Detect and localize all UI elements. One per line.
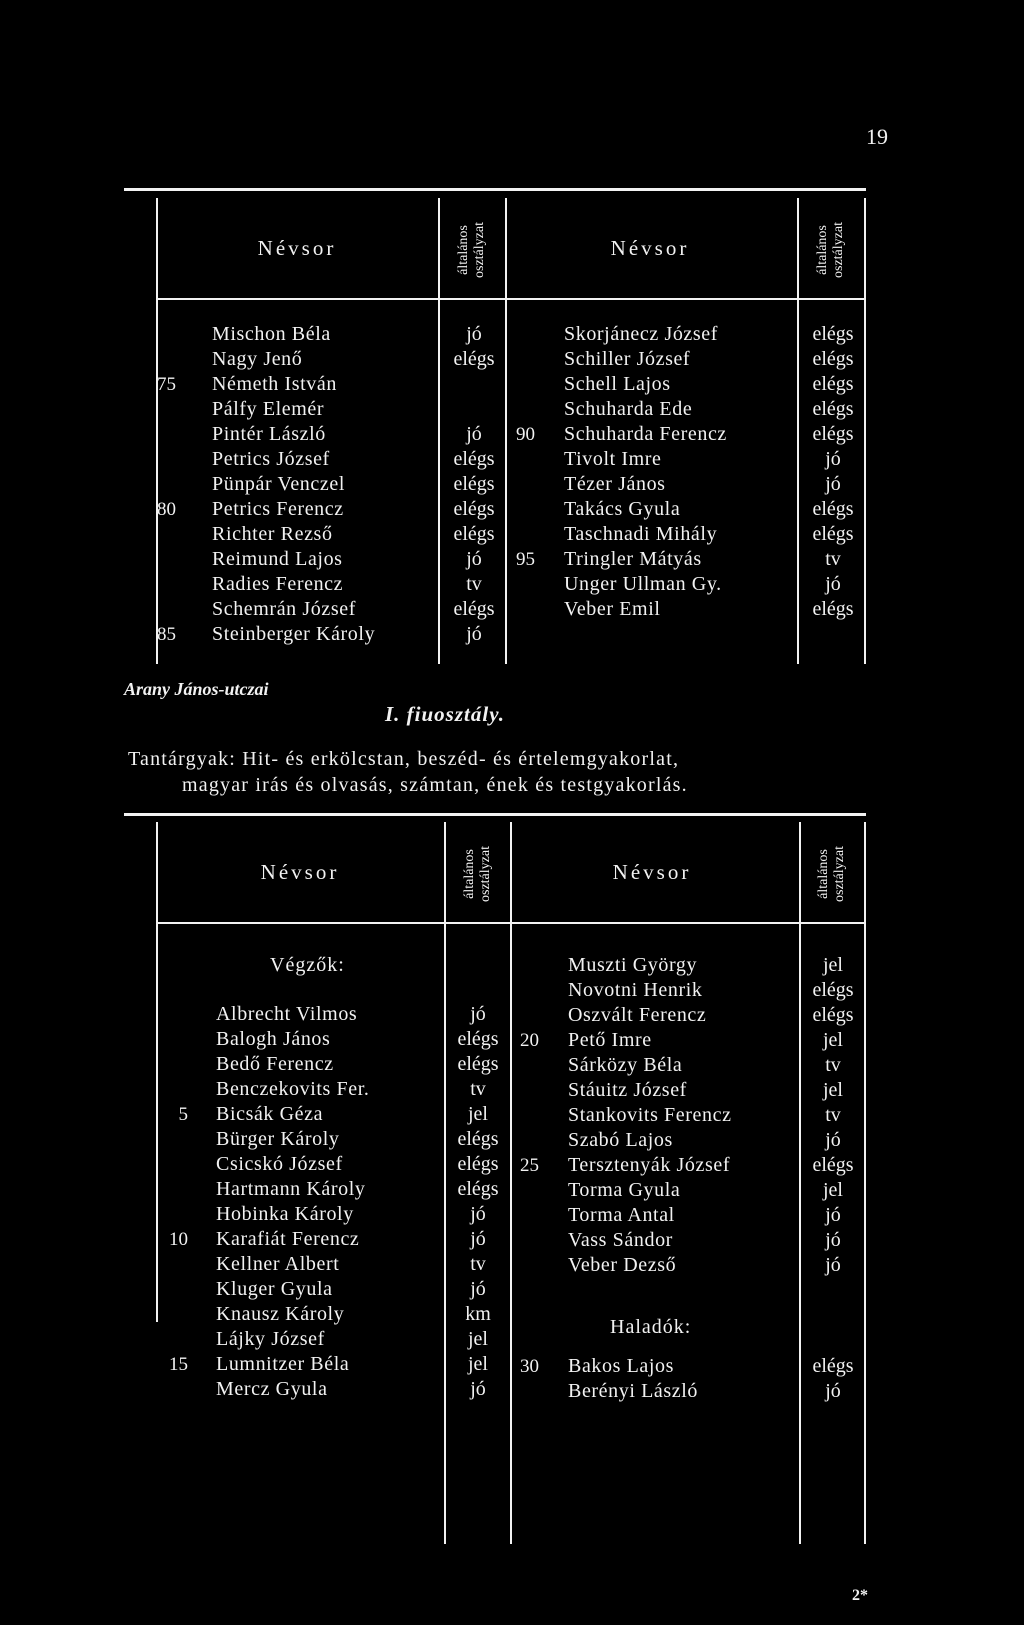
- student-name: Skorjánecz József: [564, 323, 719, 345]
- subjects-line-2: magyar irás és olvasás, számtan, ének és testgyakorlás.: [182, 774, 688, 796]
- student-name: Schemrán József: [212, 598, 356, 620]
- student-name: Schiller József: [564, 348, 691, 370]
- table1-right-grade-header: általános osztályzat: [815, 222, 846, 278]
- table-row: [0, 1253, 1024, 1278]
- student-name: Schell Lajos: [564, 373, 671, 395]
- student-name: Benczekovits Fer.: [216, 1078, 370, 1100]
- student-grade: jó: [466, 548, 482, 570]
- student-name: Kluger Gyula: [216, 1278, 333, 1300]
- table2-right-header: Névsor: [612, 860, 692, 884]
- student-name: Stáuitz József: [568, 1079, 687, 1101]
- student-grade: jel: [823, 1079, 843, 1101]
- student-name: Knausz Károly: [216, 1303, 345, 1325]
- subjects-line-1: Tantárgyak: Hit- és erkölcstan, beszéd- és értelemgyakorlat,: [128, 748, 680, 770]
- student-name: Nagy Jenő: [212, 348, 303, 370]
- table1-left-header: Névsor: [257, 236, 337, 260]
- student-name: Sárközy Béla: [568, 1054, 683, 1076]
- table-row: [0, 1327, 1024, 1352]
- student-grade: elégs: [812, 979, 854, 1001]
- student-name: Berényi László: [568, 1380, 699, 1402]
- student-grade: elégs: [457, 1178, 499, 1200]
- class-title: I. fiuosztály.: [385, 702, 505, 726]
- student-grade: jel: [468, 1103, 488, 1125]
- table-row: [0, 1302, 1024, 1327]
- student-name: Balogh János: [216, 1028, 331, 1050]
- row-number: 75: [157, 374, 176, 395]
- student-grade: jel: [823, 1179, 843, 1201]
- row-number: 10: [169, 1229, 188, 1250]
- student-name: Tersztenyák József: [568, 1154, 731, 1176]
- graduates-heading: Végzők:: [270, 954, 345, 976]
- student-grade: elégs: [457, 1153, 499, 1175]
- table-row: [0, 422, 1024, 447]
- table-row: [0, 1103, 1024, 1128]
- student-name: Bedő Ferencz: [216, 1053, 334, 1075]
- student-name: Németh István: [212, 373, 337, 395]
- student-grade: jel: [468, 1328, 488, 1350]
- student-grade: jó: [466, 423, 482, 445]
- table-row: [0, 1379, 1024, 1404]
- student-grade: tv: [466, 573, 482, 595]
- table-row: [0, 347, 1024, 372]
- student-grade: jó: [825, 1254, 841, 1276]
- student-grade: tv: [825, 1054, 841, 1076]
- table2-top-rule: [124, 813, 866, 816]
- table2-right-grade-header: általános osztályzat: [816, 846, 847, 902]
- table-row: [0, 322, 1024, 347]
- student-name: Szabó Lajos: [568, 1129, 673, 1151]
- student-grade: elégs: [453, 448, 495, 470]
- row-number: 15: [169, 1354, 188, 1375]
- student-name: Pünpár Venczel: [212, 473, 345, 495]
- table-row: [0, 622, 1024, 647]
- student-grade: jó: [470, 1003, 486, 1025]
- student-grade: elégs: [812, 1004, 854, 1026]
- student-grade: elégs: [812, 498, 854, 520]
- student-name: Kellner Albert: [216, 1253, 340, 1275]
- table-row: [0, 1153, 1024, 1178]
- student-grade: jó: [825, 1229, 841, 1251]
- student-name: Albrecht Vilmos: [216, 1003, 358, 1025]
- table-row: [0, 1003, 1024, 1028]
- student-name: Tézer János: [564, 473, 666, 495]
- student-name: Schuharda Ferencz: [564, 423, 727, 445]
- table-row: [0, 1128, 1024, 1153]
- table-row: [0, 953, 1024, 978]
- student-name: Csicskó József: [216, 1153, 343, 1175]
- student-name: Pintér László: [212, 423, 326, 445]
- student-grade: jó: [466, 323, 482, 345]
- student-grade: jó: [825, 1204, 841, 1226]
- student-grade: jel: [468, 1353, 488, 1375]
- table-row: [0, 1203, 1024, 1228]
- student-name: Richter Rezső: [212, 523, 333, 545]
- student-name: Mercz Gyula: [216, 1378, 328, 1400]
- table-row: [0, 447, 1024, 472]
- student-grade: jel: [823, 1029, 843, 1051]
- table-row: [0, 1078, 1024, 1103]
- table-row: [0, 572, 1024, 597]
- student-name: Veber Dezső: [568, 1254, 677, 1276]
- student-grade: jó: [825, 1129, 841, 1151]
- student-grade: jó: [470, 1278, 486, 1300]
- student-name: Lumnitzer Béla: [216, 1353, 350, 1375]
- student-grade: elégs: [812, 373, 854, 395]
- table-row: [0, 547, 1024, 572]
- student-grade: elégs: [812, 598, 854, 620]
- student-grade: elégs: [453, 598, 495, 620]
- student-grade: jó: [470, 1203, 486, 1225]
- student-name: Radies Ferencz: [212, 573, 344, 595]
- row-number: 25: [520, 1155, 539, 1176]
- advanced-heading: Haladók:: [610, 1316, 692, 1338]
- student-grade: elégs: [453, 348, 495, 370]
- row-number: 90: [516, 424, 535, 445]
- table-row: [0, 978, 1024, 1003]
- student-grade: jó: [470, 1378, 486, 1400]
- student-name: Takács Gyula: [564, 498, 681, 520]
- student-grade: elégs: [457, 1028, 499, 1050]
- student-name: Tringler Mátyás: [564, 548, 702, 570]
- student-name: Vass Sándor: [568, 1229, 673, 1251]
- student-grade: elégs: [812, 323, 854, 345]
- student-grade: elégs: [457, 1053, 499, 1075]
- student-grade: jó: [825, 473, 841, 495]
- student-name: Bakos Lajos: [568, 1355, 675, 1377]
- row-number: 20: [520, 1030, 539, 1051]
- student-name: Bicsák Géza: [216, 1103, 324, 1125]
- student-grade: elégs: [453, 523, 495, 545]
- student-grade: elégs: [812, 348, 854, 370]
- student-grade: elégs: [812, 398, 854, 420]
- student-name: Lájky József: [216, 1328, 325, 1350]
- student-name: Novotni Henrik: [568, 979, 703, 1001]
- table-row: [0, 497, 1024, 522]
- student-grade: elégs: [812, 1355, 854, 1377]
- page-number: 19: [866, 124, 888, 149]
- student-grade: elégs: [812, 523, 854, 545]
- student-grade: km: [465, 1303, 491, 1325]
- student-name: Reimund Lajos: [212, 548, 343, 570]
- school-caption: Arany János-utczai: [124, 679, 269, 699]
- student-name: Veber Emil: [564, 598, 661, 620]
- student-name: Petrics Ferencz: [212, 498, 344, 520]
- student-grade: jel: [823, 954, 843, 976]
- table-row: [0, 472, 1024, 497]
- student-name: Karafiát Ferencz: [216, 1228, 360, 1250]
- student-grade: jó: [825, 448, 841, 470]
- student-grade: tv: [470, 1253, 486, 1275]
- student-grade: jó: [470, 1228, 486, 1250]
- table1-right-header: Névsor: [610, 236, 690, 260]
- student-grade: elégs: [457, 1128, 499, 1150]
- table1-top-rule: [124, 188, 866, 191]
- student-grade: elégs: [453, 473, 495, 495]
- table-row: [0, 1277, 1024, 1302]
- student-name: Pető Imre: [568, 1029, 652, 1051]
- student-grade: jó: [825, 573, 841, 595]
- student-name: Hartmann Károly: [216, 1178, 366, 1200]
- student-grade: elégs: [812, 423, 854, 445]
- student-name: Hobinka Károly: [216, 1203, 354, 1225]
- table-row: [0, 597, 1024, 622]
- student-name: Unger Ullman Gy.: [564, 573, 722, 595]
- student-grade: elégs: [453, 498, 495, 520]
- student-name: Muszti György: [568, 954, 698, 976]
- student-name: Stankovits Ferencz: [568, 1104, 732, 1126]
- table-row: [0, 1053, 1024, 1078]
- student-name: Schuharda Ede: [564, 398, 693, 420]
- row-number: 85: [157, 624, 176, 645]
- table-row: [0, 372, 1024, 397]
- student-name: Steinberger Károly: [212, 623, 376, 645]
- student-name: Taschnadi Mihály: [564, 523, 718, 545]
- student-name: Bürger Károly: [216, 1128, 340, 1150]
- row-number: 5: [178, 1104, 188, 1125]
- table-row: [0, 1028, 1024, 1053]
- row-number: 95: [516, 549, 535, 570]
- student-name: Petrics József: [212, 448, 330, 470]
- table-row: [0, 1178, 1024, 1203]
- student-grade: tv: [825, 548, 841, 570]
- row-number: 80: [157, 499, 176, 520]
- page-footnote: 2*: [852, 1587, 868, 1604]
- student-name: Torma Gyula: [568, 1179, 681, 1201]
- table-row: [0, 522, 1024, 547]
- student-name: Tivolt Imre: [564, 448, 662, 470]
- table-row: [0, 1354, 1024, 1379]
- table1-header-rule: [156, 298, 866, 300]
- student-grade: jó: [825, 1380, 841, 1402]
- student-name: Pálfy Elemér: [212, 398, 325, 420]
- table2-left-grade-header: általános osztályzat: [462, 846, 493, 902]
- student-grade: tv: [470, 1078, 486, 1100]
- student-name: Mischon Béla: [212, 323, 331, 345]
- row-number: 30: [520, 1356, 539, 1377]
- table1-left-grade-header: általános osztályzat: [456, 222, 487, 278]
- student-grade: jó: [466, 623, 482, 645]
- table-row: [0, 1228, 1024, 1253]
- table2-left-header: Névsor: [260, 860, 340, 884]
- student-grade: elégs: [812, 1154, 854, 1176]
- student-grade: tv: [825, 1104, 841, 1126]
- student-name: Oszvált Ferencz: [568, 1004, 707, 1026]
- table-row: [0, 397, 1024, 422]
- student-name: Torma Antal: [568, 1204, 675, 1226]
